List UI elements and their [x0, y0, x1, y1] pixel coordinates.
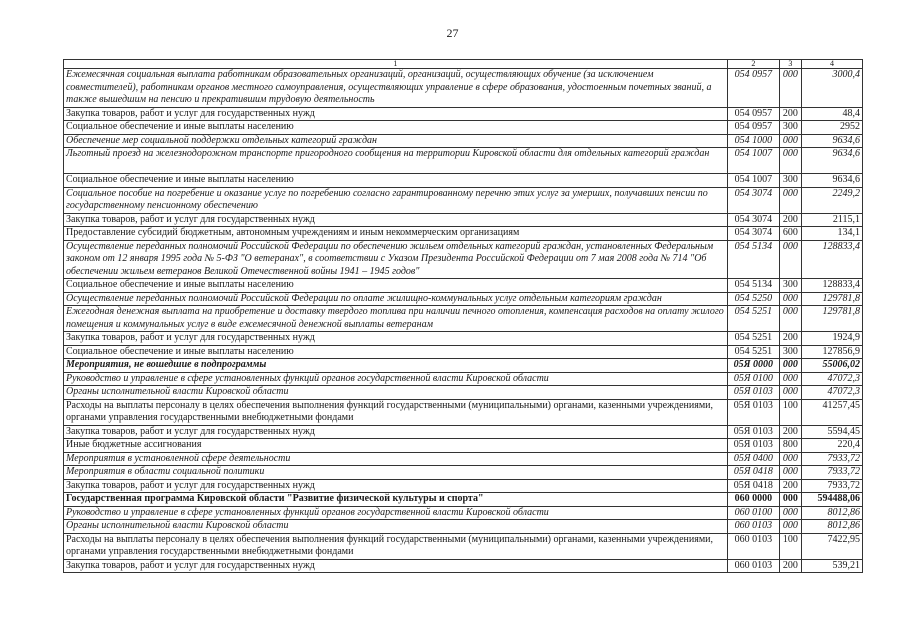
row-name-cell: Органы исполнительной власти Кировской области — [64, 520, 728, 534]
row-type-cell: 200 — [779, 425, 801, 439]
table-row — [64, 227, 863, 241]
row-code-cell: 054 0957 — [727, 121, 779, 135]
row-code-cell: 05Я 0000 — [727, 359, 779, 373]
row-name-cell: Закупка товаров, работ и услуг для государственных нужд — [64, 479, 728, 493]
row-name-cell: Ежемесячная социальная выплата работникам образовательных организаций, организаций, осуществляющих обучение (за исключением совместителей), работникам органов местного самоуправления, осуществляющих управление в сфере образования, удостоенным почетных званий, а также вышедшим на пенсию и прекратившим трудовую деятельность — [64, 69, 728, 108]
row-code-cell: 060 0103 — [727, 533, 779, 559]
row-amount-cell: 55006,02 — [801, 359, 862, 373]
row-name-cell: Социальное обеспечение и иные выплаты населению — [64, 121, 728, 135]
column-header-amount: 4 — [801, 60, 862, 69]
row-type-cell: 200 — [779, 479, 801, 493]
row-code-cell: 054 3074 — [727, 187, 779, 213]
row-name-cell: Ежегодная денежная выплата на приобретение и доставку твердого топлива при наличии печного отопления, компенсация расходов на оплату жилого помещения и коммунальных услуг в виде ежемесячной денежной выплаты ветеранам — [64, 306, 728, 332]
row-type-cell: 800 — [779, 439, 801, 453]
row-name-cell: Закупка товаров, работ и услуг для государственных нужд — [64, 425, 728, 439]
row-code-cell: 05Я 0418 — [727, 466, 779, 480]
row-type-cell: 600 — [779, 227, 801, 241]
row-type-cell: 000 — [779, 452, 801, 466]
row-amount-cell: 539,21 — [801, 559, 862, 573]
table-row — [64, 493, 863, 507]
row-type-cell: 000 — [779, 520, 801, 534]
row-amount-cell: 220,4 — [801, 439, 862, 453]
row-name-cell: Социальное пособие на погребение и оказание услуг по погребению согласно гарантированному перечню этих услуг за умерших, получавших пенсии по государственному пенсионному обеспечению — [64, 187, 728, 213]
row-name-cell: Мероприятия в области социальной политики — [64, 466, 728, 480]
row-amount-cell: 2115,1 — [801, 213, 862, 227]
row-amount-cell: 47072,3 — [801, 372, 862, 386]
row-name-cell: Руководство и управление в сфере установленных функций органов государственной власти Кировской области — [64, 506, 728, 520]
row-type-cell: 300 — [779, 174, 801, 188]
row-code-cell: 05Я 0400 — [727, 452, 779, 466]
row-amount-cell: 127856,9 — [801, 345, 862, 359]
table-row — [64, 69, 863, 108]
row-type-cell: 000 — [779, 372, 801, 386]
row-type-cell: 000 — [779, 506, 801, 520]
row-amount-cell: 41257,45 — [801, 399, 862, 425]
table-row — [64, 174, 863, 188]
row-name-cell: Закупка товаров, работ и услуг для государственных нужд — [64, 332, 728, 346]
row-name-cell: Осуществление переданных полномочий Российской Федерации по обеспечению жильем отдельных категорий граждан, установленных Федеральным законом от 12 января 1995 года № 5-ФЗ "О ветеранах", в соответствии с Указом Президента Российской Федерации от 7 мая 2008 года № 714 "Об обеспечении жильем ветеранов Великой Отечественной войны 1941 – 1945 годов" — [64, 240, 728, 279]
table-row — [64, 425, 863, 439]
table-row — [64, 213, 863, 227]
row-type-cell: 000 — [779, 69, 801, 108]
row-amount-cell: 7933,72 — [801, 452, 862, 466]
row-name-cell: Обеспечение мер социальной поддержки отдельных категорий граждан — [64, 134, 728, 148]
row-type-cell: 300 — [779, 121, 801, 135]
row-amount-cell: 5594,45 — [801, 425, 862, 439]
row-code-cell: 054 3074 — [727, 213, 779, 227]
table-row — [64, 107, 863, 121]
page-number: 27 — [446, 26, 459, 40]
row-name-cell: Руководство и управление в сфере установленных функций органов государственной власти Кировской области — [64, 372, 728, 386]
table-row — [64, 372, 863, 386]
row-amount-cell: 2952 — [801, 121, 862, 135]
row-name-cell: Органы исполнительной власти Кировской области — [64, 386, 728, 400]
row-type-cell: 000 — [779, 240, 801, 279]
row-name-cell: Социальное обеспечение и иные выплаты населению — [64, 345, 728, 359]
row-amount-cell: 8012,86 — [801, 520, 862, 534]
row-amount-cell: 128833,4 — [801, 279, 862, 293]
table-row — [64, 506, 863, 520]
row-code-cell: 05Я 0103 — [727, 386, 779, 400]
row-type-cell: 300 — [779, 345, 801, 359]
row-code-cell: 054 5251 — [727, 306, 779, 332]
table-row — [64, 520, 863, 534]
table-row — [64, 479, 863, 493]
row-code-cell: 05Я 0103 — [727, 399, 779, 425]
row-amount-cell: 129781,8 — [801, 292, 862, 306]
table-row — [64, 134, 863, 148]
row-code-cell: 05Я 0418 — [727, 479, 779, 493]
row-code-cell: 054 5134 — [727, 279, 779, 293]
row-name-cell: Расходы на выплаты персоналу в целях обеспечения выполнения функций государственными (муниципальными) органами, казенными учреждениями, органами управления государственными внебюджетными фондами — [64, 533, 728, 559]
row-name-cell: Социальное обеспечение и иные выплаты населению — [64, 174, 728, 188]
row-amount-cell: 47072,3 — [801, 386, 862, 400]
row-type-cell: 200 — [779, 332, 801, 346]
row-code-cell: 054 1007 — [727, 148, 779, 174]
row-amount-cell: 7933,72 — [801, 466, 862, 480]
row-amount-cell: 129781,8 — [801, 306, 862, 332]
row-type-cell: 300 — [779, 279, 801, 293]
row-amount-cell: 8012,86 — [801, 506, 862, 520]
row-type-cell: 200 — [779, 213, 801, 227]
row-amount-cell: 9634,6 — [801, 174, 862, 188]
row-code-cell: 060 0000 — [727, 493, 779, 507]
row-type-cell: 000 — [779, 292, 801, 306]
row-amount-cell: 128833,4 — [801, 240, 862, 279]
row-type-cell: 000 — [779, 466, 801, 480]
row-name-cell: Иные бюджетные ассигнования — [64, 439, 728, 453]
row-type-cell: 000 — [779, 386, 801, 400]
row-name-cell: Социальное обеспечение и иные выплаты населению — [64, 279, 728, 293]
row-code-cell: 060 0103 — [727, 520, 779, 534]
table-row — [64, 187, 863, 213]
table-row — [64, 399, 863, 425]
column-header-name: 1 — [64, 60, 728, 69]
row-type-cell: 200 — [779, 107, 801, 121]
row-amount-cell: 9634,6 — [801, 134, 862, 148]
table-row — [64, 332, 863, 346]
row-name-cell: Закупка товаров, работ и услуг для государственных нужд — [64, 559, 728, 573]
row-name-cell: Предоставление субсидий бюджетным, автономным учреждениям и иным некоммерческим организациям — [64, 227, 728, 241]
row-name-cell: Расходы на выплаты персоналу в целях обеспечения выполнения функций государственными (муниципальными) органами, казенными учреждениями, органами управления государственными внебюджетными фондами — [64, 399, 728, 425]
column-header-code: 2 — [727, 60, 779, 69]
table-row — [64, 466, 863, 480]
table-row — [64, 559, 863, 573]
row-code-cell: 054 5250 — [727, 292, 779, 306]
table-row — [64, 386, 863, 400]
row-code-cell: 054 1007 — [727, 174, 779, 188]
row-code-cell: 05Я 0103 — [727, 425, 779, 439]
column-header-type: 3 — [779, 60, 801, 69]
table-row — [64, 121, 863, 135]
row-name-cell: Государственная программа Кировской области "Развитие физической культуры и спорта" — [64, 493, 728, 507]
row-name-cell: Льготный проезд на железнодорожном транспорте пригородного сообщения на территории Кировской области для отдельных категорий граждан — [64, 148, 728, 174]
row-amount-cell: 3000,4 — [801, 69, 862, 108]
row-code-cell: 054 5251 — [727, 332, 779, 346]
budget-table — [63, 59, 863, 573]
row-type-cell: 000 — [779, 134, 801, 148]
row-code-cell: 054 5134 — [727, 240, 779, 279]
row-amount-cell: 7422,95 — [801, 533, 862, 559]
row-amount-cell: 134,1 — [801, 227, 862, 241]
row-name-cell: Закупка товаров, работ и услуг для государственных нужд — [64, 107, 728, 121]
row-type-cell: 200 — [779, 559, 801, 573]
row-code-cell: 054 5251 — [727, 345, 779, 359]
row-amount-cell: 9634,6 — [801, 148, 862, 174]
row-name-cell: Мероприятия, не вошедшие в подпрограммы — [64, 359, 728, 373]
row-code-cell: 054 3074 — [727, 227, 779, 241]
row-type-cell: 000 — [779, 148, 801, 174]
row-type-cell: 100 — [779, 399, 801, 425]
row-amount-cell: 594488,06 — [801, 493, 862, 507]
row-amount-cell: 48,4 — [801, 107, 862, 121]
row-code-cell: 05Я 0100 — [727, 372, 779, 386]
row-code-cell: 060 0103 — [727, 559, 779, 573]
row-type-cell: 000 — [779, 187, 801, 213]
table-row — [64, 533, 863, 559]
row-type-cell: 000 — [779, 493, 801, 507]
row-type-cell: 000 — [779, 306, 801, 332]
table-header-row — [64, 60, 863, 69]
row-code-cell: 060 0100 — [727, 506, 779, 520]
row-code-cell: 054 0957 — [727, 107, 779, 121]
row-name-cell: Закупка товаров, работ и услуг для государственных нужд — [64, 213, 728, 227]
table-row — [64, 292, 863, 306]
table-row — [64, 452, 863, 466]
row-amount-cell: 7933,72 — [801, 479, 862, 493]
row-amount-cell: 1924,9 — [801, 332, 862, 346]
row-name-cell: Мероприятия в установленной сфере деятельности — [64, 452, 728, 466]
row-code-cell: 054 0957 — [727, 69, 779, 108]
table-row — [64, 148, 863, 174]
row-code-cell: 05Я 0103 — [727, 439, 779, 453]
table-row — [64, 279, 863, 293]
table-row — [64, 359, 863, 373]
row-type-cell: 000 — [779, 359, 801, 373]
table-row — [64, 439, 863, 453]
row-name-cell: Осуществление переданных полномочий Российской Федерации по оплате жилищно-коммунальных услуг отдельным категориям граждан — [64, 292, 728, 306]
row-amount-cell: 2249,2 — [801, 187, 862, 213]
table-row — [64, 240, 863, 279]
table-row — [64, 345, 863, 359]
row-type-cell: 100 — [779, 533, 801, 559]
table-body — [64, 69, 863, 573]
row-code-cell: 054 1000 — [727, 134, 779, 148]
table-row — [64, 306, 863, 332]
